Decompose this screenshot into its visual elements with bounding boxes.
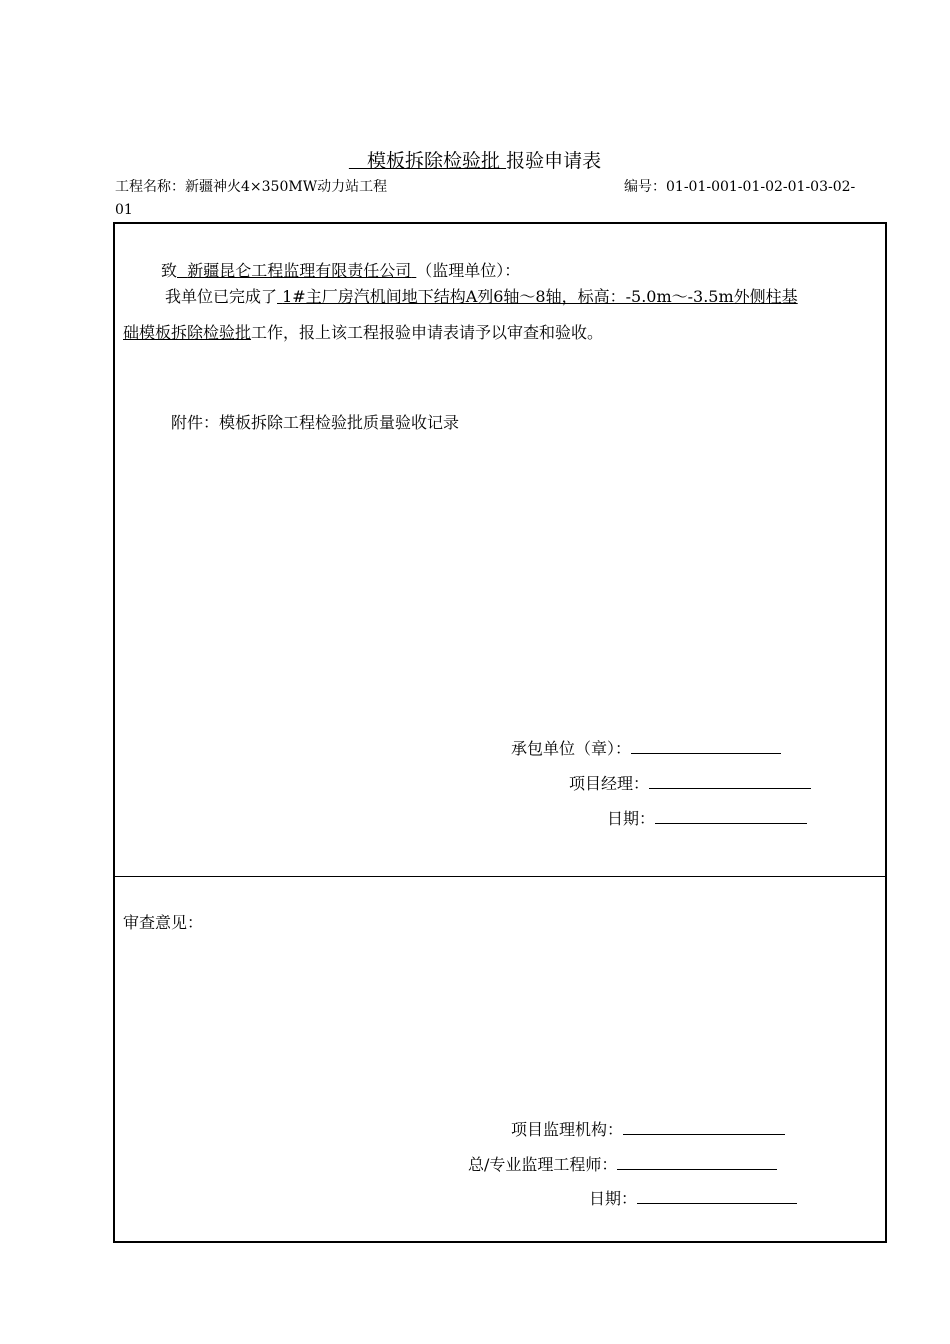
project-label: 工程名称： — [115, 179, 185, 195]
work-description-cont: 础模板拆除检验批 — [123, 323, 252, 342]
to-suffix: （监理单位）： — [416, 261, 521, 280]
project-manager-label: 项目经理： — [569, 774, 650, 793]
contractor-date-label: 日期： — [607, 809, 656, 828]
supervision-engineer-label: 总/专业监理工程师： — [468, 1155, 618, 1174]
supervision-org-row — [511, 1117, 785, 1140]
work-description: 1#主厂房汽机间地下结构A列6轴～8轴，标高：-5.0m～-3.5m外侧柱基 — [282, 287, 798, 306]
project-manager-row — [569, 771, 811, 794]
contractor-signature-line — [631, 739, 781, 754]
project-manager-signature-line — [649, 774, 811, 789]
review-date-row — [589, 1186, 797, 1209]
code-label: 编号： — [624, 179, 666, 195]
supervision-engineer-signature-line — [617, 1155, 777, 1170]
supervision-unit: 新疆昆仑工程监理有限责任公司 — [187, 261, 412, 280]
project-name-row — [115, 176, 387, 196]
title-rest: 报验申请表 — [506, 150, 602, 172]
contractor-signature-row — [511, 736, 781, 759]
review-date-label: 日期： — [589, 1189, 638, 1208]
supervision-org-signature-line — [623, 1120, 785, 1135]
contractor-date-line — [655, 809, 807, 824]
title-underlined: 模板拆除检验批 — [367, 150, 501, 172]
application-form-box — [113, 222, 887, 1243]
attachment-line: 附件：模板拆除工程检验批质量验收记录 — [171, 413, 460, 432]
project-name: 新疆神火4×350MW动力站工程 — [185, 179, 388, 195]
code-value: 01-01-001-01-02-01-03-02- — [666, 179, 856, 195]
section-divider — [115, 876, 885, 877]
completion-suffix: 工作，报上该工程报验申请表请予以审查和验收。 — [251, 323, 604, 342]
review-opinion-label: 审查意见： — [123, 913, 204, 932]
completion-line-2 — [123, 320, 603, 343]
completion-prefix: 我单位已完成了 — [165, 287, 278, 306]
supervision-engineer-row — [468, 1152, 777, 1175]
completion-line-1 — [165, 284, 798, 307]
code-row — [624, 176, 855, 196]
contractor-date-row — [607, 806, 807, 829]
form-title — [0, 146, 950, 173]
review-date-line — [637, 1189, 797, 1204]
contractor-label: 承包单位（章）： — [511, 739, 632, 758]
code-continuation: 01 — [115, 202, 133, 218]
supervision-org-label: 项目监理机构： — [511, 1120, 624, 1139]
to-prefix: 致 — [161, 261, 178, 280]
addressee-line — [161, 258, 520, 281]
